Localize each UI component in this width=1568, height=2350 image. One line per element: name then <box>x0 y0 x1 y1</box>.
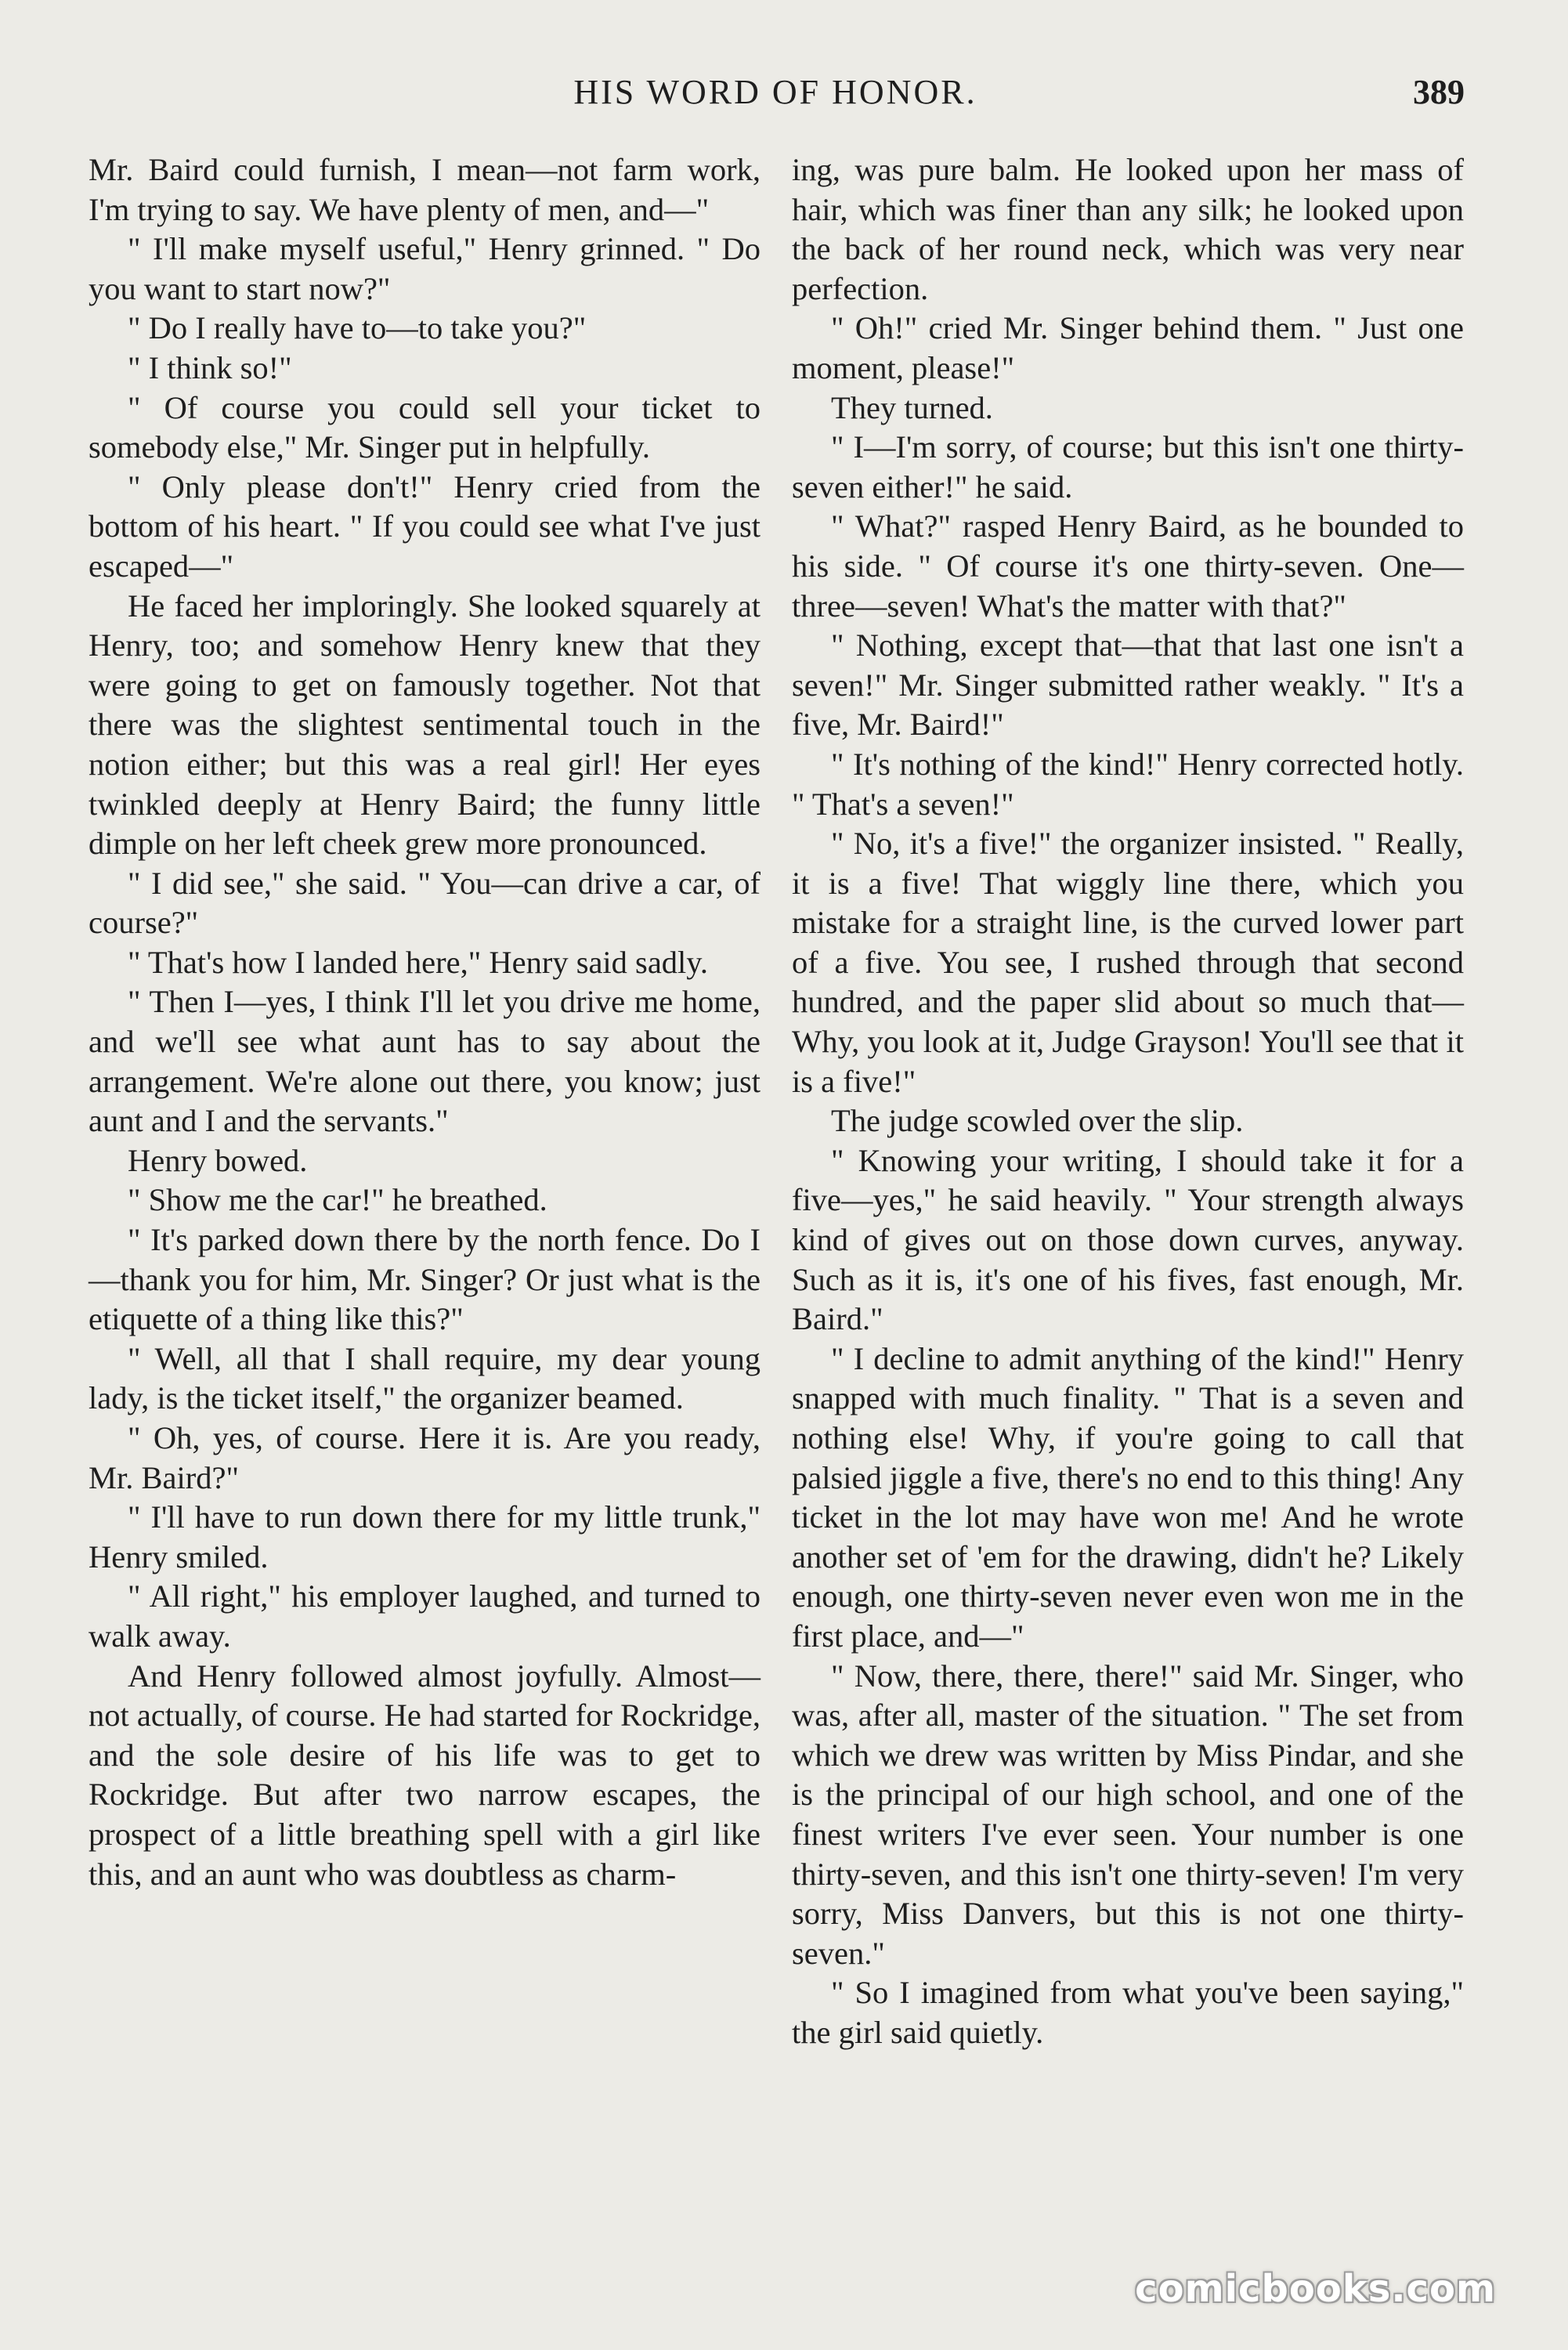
paragraph: " Oh, yes, of course. Here it is. Are you ready, Mr. Baird?" <box>89 1420 761 1495</box>
paragraph: " I think so!" <box>128 349 292 385</box>
paragraph: " I'll make myself useful," Henry grinned. " Do you want to start now?" <box>89 231 761 306</box>
paragraph: " What?" rasped Henry Baird, as he bounded to his side. " Of course it's one thirty-seven. One—three—seven! What's the matter with that?" <box>792 508 1464 624</box>
paragraph: " I—I'm sorry, of course; but this isn't one thirty-seven either!" he said. <box>792 429 1464 504</box>
paragraph: " Of course you could sell your ticket to somebody else," Mr. Singer put in helpfully. <box>89 389 761 465</box>
page-header <box>86 72 1465 127</box>
paragraph: " Then I—yes, I think I'll let you drive me home, and we'll see what aunt has to say about the arrangement. We're alone out there, you know; just aunt and I and the servants." <box>89 984 761 1139</box>
paragraph: " Knowing your writing, I should take it for a five—yes," he said heavily. " Your strength always kind of gives out on those down curves, anyway. Such as it is, it's one of his fives, fast enough, Mr. Baird." <box>792 1142 1464 1337</box>
paragraph: " Do I really have to—to take you?" <box>128 310 587 346</box>
paragraph: " All right," his employer laughed, and turned to walk away. <box>89 1578 761 1654</box>
paragraph: Henry bowed. <box>128 1142 308 1178</box>
paragraph: And Henry followed almost joyfully. Almost—not actually, of course. He had started for Rockridge, and the sole desire of his life was to get to Rockridge. But after two narrow escapes, the prospect of a little breathing spell with a girl like this, and an aunt who was doubtless as charm- <box>89 1658 761 1892</box>
paragraph: " It's nothing of the kind!" Henry corrected hotly. " That's a seven!" <box>792 746 1464 822</box>
paragraph: " It's parked down there by the north fence. Do I—thank you for him, Mr. Singer? Or just what is the etiquette of a thing like this?" <box>89 1222 761 1337</box>
left-text-column <box>89 150 761 1894</box>
paragraph: " I'll have to run down there for my little trunk," Henry smiled. <box>89 1499 761 1574</box>
paragraph: " That's how I landed here," Henry said sadly. <box>128 944 709 980</box>
paragraph: " I decline to admit anything of the kind!" Henry snapped with much finality. " That is a seven and nothing else! Why, if you're going to call that palsied jiggle a five, there's no end to this thing! Any ticket in the lot may have won me! And he wrote another set of 'em for the drawing, didn't he? Likely enough, one thirty-seven never even won me in the first place, and—" <box>792 1340 1464 1654</box>
paragraph: " Now, there, there, there!" said Mr. Singer, who was, after all, master of the situation. " The set from which we drew was written by Miss Pindar, and she is the principal of our high school, and one of the finest writers I've ever seen. Your number is one thirty-seven, and this isn't one thirty-seven! I'm very sorry, Miss Danvers, but this is not one thirty-seven." <box>792 1658 1464 1971</box>
paragraph: Mr. Baird could furnish, I mean—not farm work, I'm trying to say. We have plenty of men, and—" <box>89 152 761 227</box>
paragraph: The judge scowled over the slip. <box>831 1103 1244 1139</box>
paragraph: " Well, all that I shall require, my dear young lady, is the ticket itself," the organizer beamed. <box>89 1340 761 1416</box>
watermark-logo: comicbooks.com <box>1135 2267 1496 2311</box>
paragraph: He faced her imploringly. She looked squarely at Henry, too; and somehow Henry knew that they were going to get on famously together. Not that there was the slightest sentimental touch in the notion either; but this was a real girl! Her eyes twinkled deeply at Henry Baird; the funny little dimple on her left cheek grew more pronounced. <box>89 588 761 862</box>
right-text-column <box>792 150 1464 2053</box>
paragraph: " No, it's a five!" the organizer insisted. " Really, it is a five! That wiggly line there, which you mistake for a straight line, is the curved lower part of a five. You see, I rushed through that second hundred, and the paper slid about so much that— Why, you look at it, Judge Grayson! You'll see that it is a five!" <box>792 826 1464 1099</box>
paragraph: ing, was pure balm. He looked upon her mass of hair, which was finer than any silk; he looked upon the back of her round neck, which was very near perfection. <box>792 152 1464 306</box>
running-title: HIS WORD OF HONOR. <box>573 73 977 111</box>
paragraph: " Show me the car!" he breathed. <box>128 1182 547 1218</box>
page-number: 389 <box>1413 73 1465 111</box>
paragraph: " Nothing, except that—that that last one isn't a seven!" Mr. Singer submitted rather weakly. " It's a five, Mr. Baird!" <box>792 627 1464 743</box>
paragraph: " I did see," she said. " You—can drive a car, of course?" <box>89 865 761 941</box>
paragraph: " Only please don't!" Henry cried from the bottom of his heart. " If you could see what I've just escaped—" <box>89 468 761 584</box>
paragraph: " Oh!" cried Mr. Singer behind them. " Just one moment, please!" <box>792 310 1464 385</box>
paragraph: " So I imagined from what you've been saying," the girl said quietly. <box>792 1975 1464 2050</box>
paragraph: They turned. <box>831 389 993 425</box>
